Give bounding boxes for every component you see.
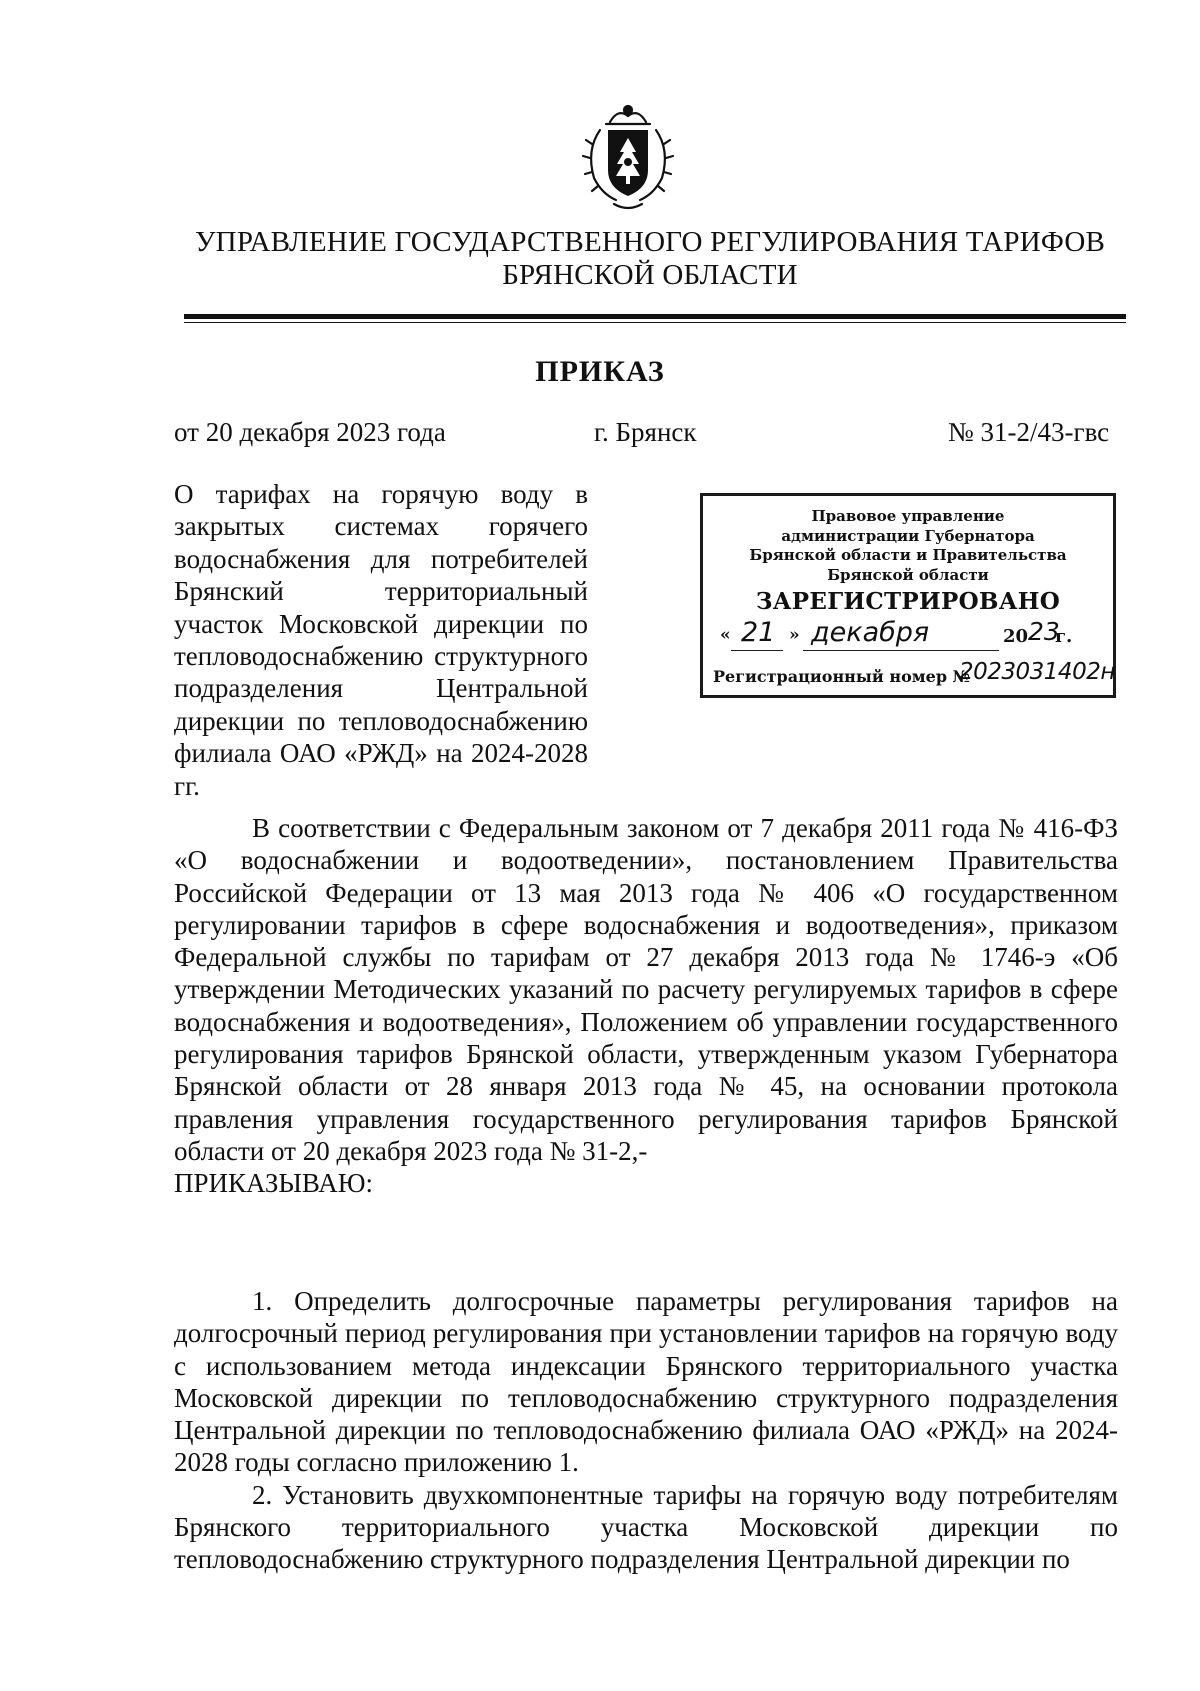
stamp-day-handwritten: 21 bbox=[741, 617, 776, 648]
document-body-items bbox=[174, 1285, 1118, 1576]
stamp-year-end: г. bbox=[1055, 626, 1073, 647]
stamp-line: Брянской области и Правительства bbox=[749, 546, 1067, 564]
stamp-month-underline bbox=[803, 650, 999, 651]
stamp-registration-number-row bbox=[703, 659, 1113, 693]
registration-stamp bbox=[700, 493, 1116, 698]
stamp-quote-open: « bbox=[720, 625, 731, 645]
stamp-year-prefix: 20 bbox=[1003, 626, 1029, 647]
header-divider-thick bbox=[184, 314, 1126, 319]
organization-name-line2: БРЯНСКОЙ ОБЛАСТИ bbox=[502, 259, 798, 291]
order-item-2: 2. Установить двухкомпонентные тарифы на горячую воду потребителям Брянского территориального участка Московской дирекции по тепловодоснабжению структурного подразделения Центральной дирекции по bbox=[174, 1479, 1118, 1575]
header-divider-thin bbox=[184, 322, 1126, 323]
stamp-registration-number-handwritten: 2023031402н bbox=[959, 659, 1115, 685]
stamp-registered-label: ЗАРЕГИСТРИРОВАНО bbox=[755, 588, 1061, 615]
organization-name bbox=[150, 226, 1150, 292]
document-title: ПРИКАЗ bbox=[535, 355, 665, 388]
stamp-organization bbox=[703, 507, 1113, 585]
coat-of-arms-icon bbox=[576, 100, 680, 216]
document-city: г. Брянск bbox=[594, 417, 697, 447]
stamp-quote-close: » bbox=[789, 625, 800, 645]
stamp-line: администрации Губернатора bbox=[781, 526, 1035, 545]
document-date: от 20 декабря 2023 года bbox=[174, 417, 446, 447]
document-body-preamble bbox=[174, 812, 1118, 1200]
stamp-day-underline bbox=[731, 650, 783, 651]
stamp-line: Брянской области bbox=[827, 565, 989, 584]
stamp-date-row bbox=[703, 617, 1113, 657]
stamp-month-handwritten: декабря bbox=[811, 617, 930, 648]
order-item-1: 1. Определить долгосрочные параметры регулирования тарифов на долгосрочный период регулирования при установлении тарифов на горячую воду с использованием метода индексации Брянского территориального участка Московской дирекции по тепловодоснабжению структурного подразделения Центральной дирекции по тепловодоснабжению филиала ОАО «РЖД» на 2024-2028 годы согласно приложению 1. bbox=[174, 1286, 1118, 1478]
stamp-year-handwritten: 23 bbox=[1028, 617, 1060, 646]
order-word: ПРИКАЗЫВАЮ: bbox=[174, 1168, 373, 1199]
stamp-registration-label: Регистрационный номер № bbox=[713, 667, 970, 686]
document-number: № 31-2/43-гвс bbox=[948, 417, 1110, 447]
preamble-paragraph: В соответствии с Федеральным законом от 7 декабря 2011 года № 416-ФЗ «О водоснабжении и водоотведении», постановлением Правительства Российской Федерации от 13 мая 2013 года № 406 «О государственном регулировании тарифов в сфере водоснабжения и водоотведения», приказом Федеральной службы по тарифам от 27 декабря 2013 года № 1746-э «Об утверждении Методических указаний по расчету регулируемых тарифов в сфере водоснабжения и водоотведения», Положением об управлении государственного регулирования тарифов Брянской области, утвержденным указом Губернатора Брянской области от 28 января 2013 года № 45, на основании протокола правления управления государственного регулирования тарифов Брянской области от 20 декабря 2023 года № 31-2,- bbox=[174, 813, 1118, 1166]
stamp-line: Правовое управление bbox=[811, 507, 1005, 525]
organization-name-line1: УПРАВЛЕНИЕ ГОСУДАРСТВЕННОГО РЕГУЛИРОВАНИЯ ТАРИФОВ bbox=[194, 226, 1106, 258]
document-subject: О тарифах на горячую воду в закрытых системах горячего водоснабжения для потребителей Брянский территориальный участок Московской дирекции по тепловодоснабжению структурного подразделения Центральной дирекции по тепловодоснабжению филиала ОАО «РЖД» на 2024-2028 гг. bbox=[174, 479, 588, 801]
